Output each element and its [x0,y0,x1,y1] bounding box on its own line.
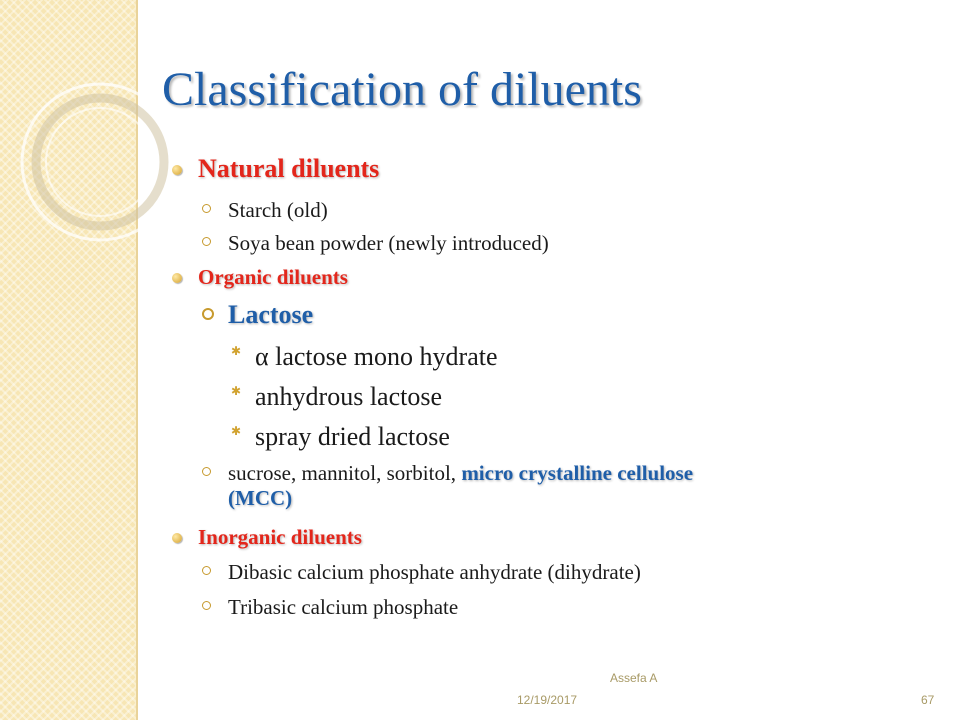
lactose-subitem [231,382,443,412]
inorganic-diluent-item [228,560,641,585]
lactose-subitem [231,342,498,372]
footer-date: 12/19/2017 [517,693,578,707]
footer-page-number: 67 [921,693,935,707]
natural-diluent-item [228,231,549,256]
natural-diluents-label: Natural diluents [198,154,380,183]
organic-diluents-heading [198,265,348,290]
ring-bullet-icon [202,467,211,476]
bullet-dot-icon [172,165,182,175]
inorganic-diluent-text: Tribasic calcium phosphate [228,595,459,619]
natural-diluent-text: Starch (old) [228,198,328,222]
natural-diluent-item [228,198,328,223]
footer-author: Assefa A [610,671,658,685]
ring-bullet-icon [202,566,211,575]
bullet-dot-icon [172,533,182,543]
ring-bullet-icon [202,601,211,610]
lactose-subitem-text: anhydrous lactose [255,382,443,411]
lactose-subitem [231,422,450,452]
inorganic-diluent-item [228,595,458,620]
lactose-subitem-text: α lactose mono hydrate [255,342,498,371]
star-bullet-icon: ✱ [231,424,242,438]
bullet-dot-icon [172,273,182,283]
other-organic-diluents [228,461,693,511]
lactose-item [228,300,313,330]
ring-bullet-icon [202,237,211,246]
natural-diluents-heading [198,154,379,184]
star-bullet-icon: ✱ [231,384,242,398]
inorganic-diluent-text: Dibasic calcium phosphate anhydrate (dihydrate) [228,560,641,584]
ring-bullet-icon [202,204,211,213]
slide-title: Classification of diluents [162,63,642,116]
inorganic-diluents-label: Inorganic diluents [198,525,362,549]
inorganic-diluents-heading [198,525,362,550]
lactose-label: Lactose [228,300,314,329]
mcc-abbreviation: (MCC) [228,486,293,510]
lactose-subitem-text: spray dried lactose [255,422,450,451]
natural-diluent-text: Soya bean powder (newly introduced) [228,231,549,255]
star-bullet-icon: ✱ [231,344,242,358]
other-organic-text: sucrose, mannitol, sorbitol, [228,461,462,485]
organic-diluents-label: Organic diluents [198,265,348,289]
mcc-highlight: micro crystalline cellulose [461,461,694,485]
decorative-rings [0,0,220,300]
ring-bullet-icon [202,308,214,320]
